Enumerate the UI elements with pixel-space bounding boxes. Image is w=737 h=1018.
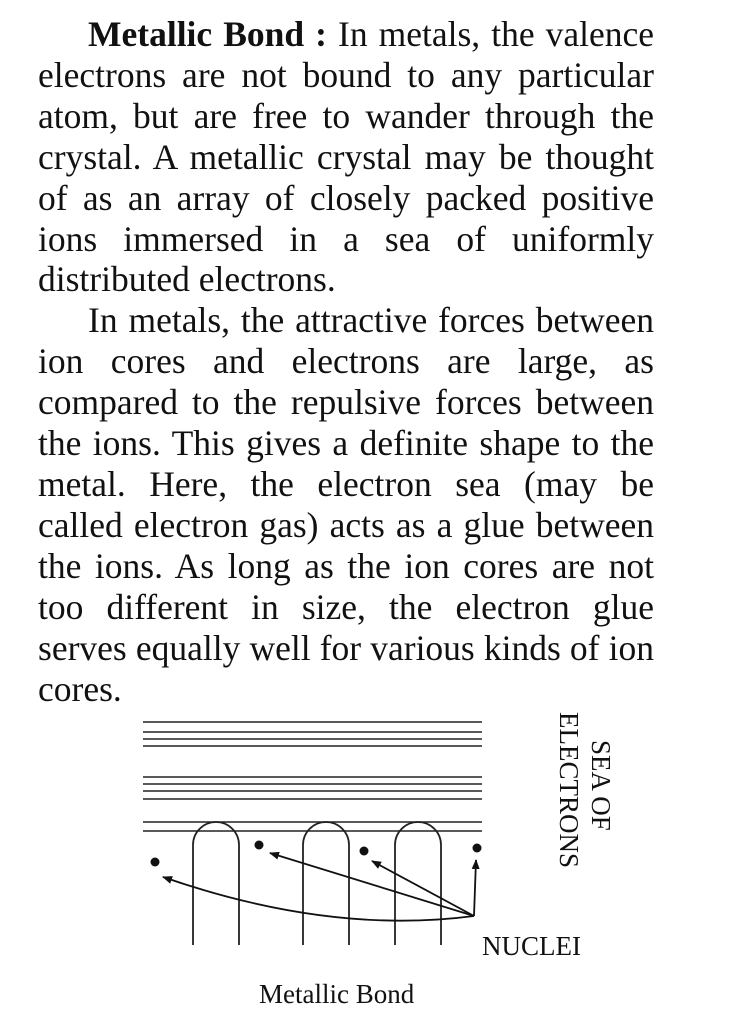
body-text: [38, 14, 654, 709]
nucleus-dot: [151, 858, 160, 867]
sea-of-electrons-label-line1: SEA OF: [586, 740, 616, 831]
nucleus-dot: [360, 847, 369, 856]
ion-cores: [193, 822, 441, 945]
arrow: [163, 877, 474, 921]
term-heading: Metallic Bond :: [88, 14, 327, 54]
ion-core: [395, 822, 441, 945]
paragraph-1-text: In metals, the valence electrons are not bound to any particular atom, but are free to wander through the crystal. A metallic crystal may be thought of as an array of closely packed positive ions immersed in a sea of uniformly distributed electrons.: [38, 14, 655, 300]
paragraph-metallic-bond: [38, 14, 654, 300]
sea-of-electrons-label-line2: ELECTRONS: [554, 712, 584, 869]
arrow: [270, 853, 474, 916]
nuclei-label: NUCLEI: [482, 931, 581, 961]
electron-sea-lines: [143, 722, 482, 831]
nucleus-dot: [255, 841, 264, 850]
pointer-arrows: [163, 853, 476, 921]
metallic-bond-figure: [0, 700, 737, 1018]
figure-caption: Metallic Bond: [259, 979, 415, 1009]
ion-core: [303, 822, 349, 945]
paragraph-attractive-forces: In metals, the attractive forces between ion cores and electrons are large, as compared to the repulsive forces between the ions. This gives a definite shape to the metal. Here, the electron sea (may be called electron gas) acts as a glue between the ions. As long as the ion cores are not too different in size, the electron glue serves equally well for various kinds of ion cores.: [38, 300, 654, 709]
nucleus-dot: [473, 844, 482, 853]
nuclei-dots: [151, 841, 482, 867]
arrow: [474, 860, 476, 916]
ion-core: [193, 822, 239, 945]
